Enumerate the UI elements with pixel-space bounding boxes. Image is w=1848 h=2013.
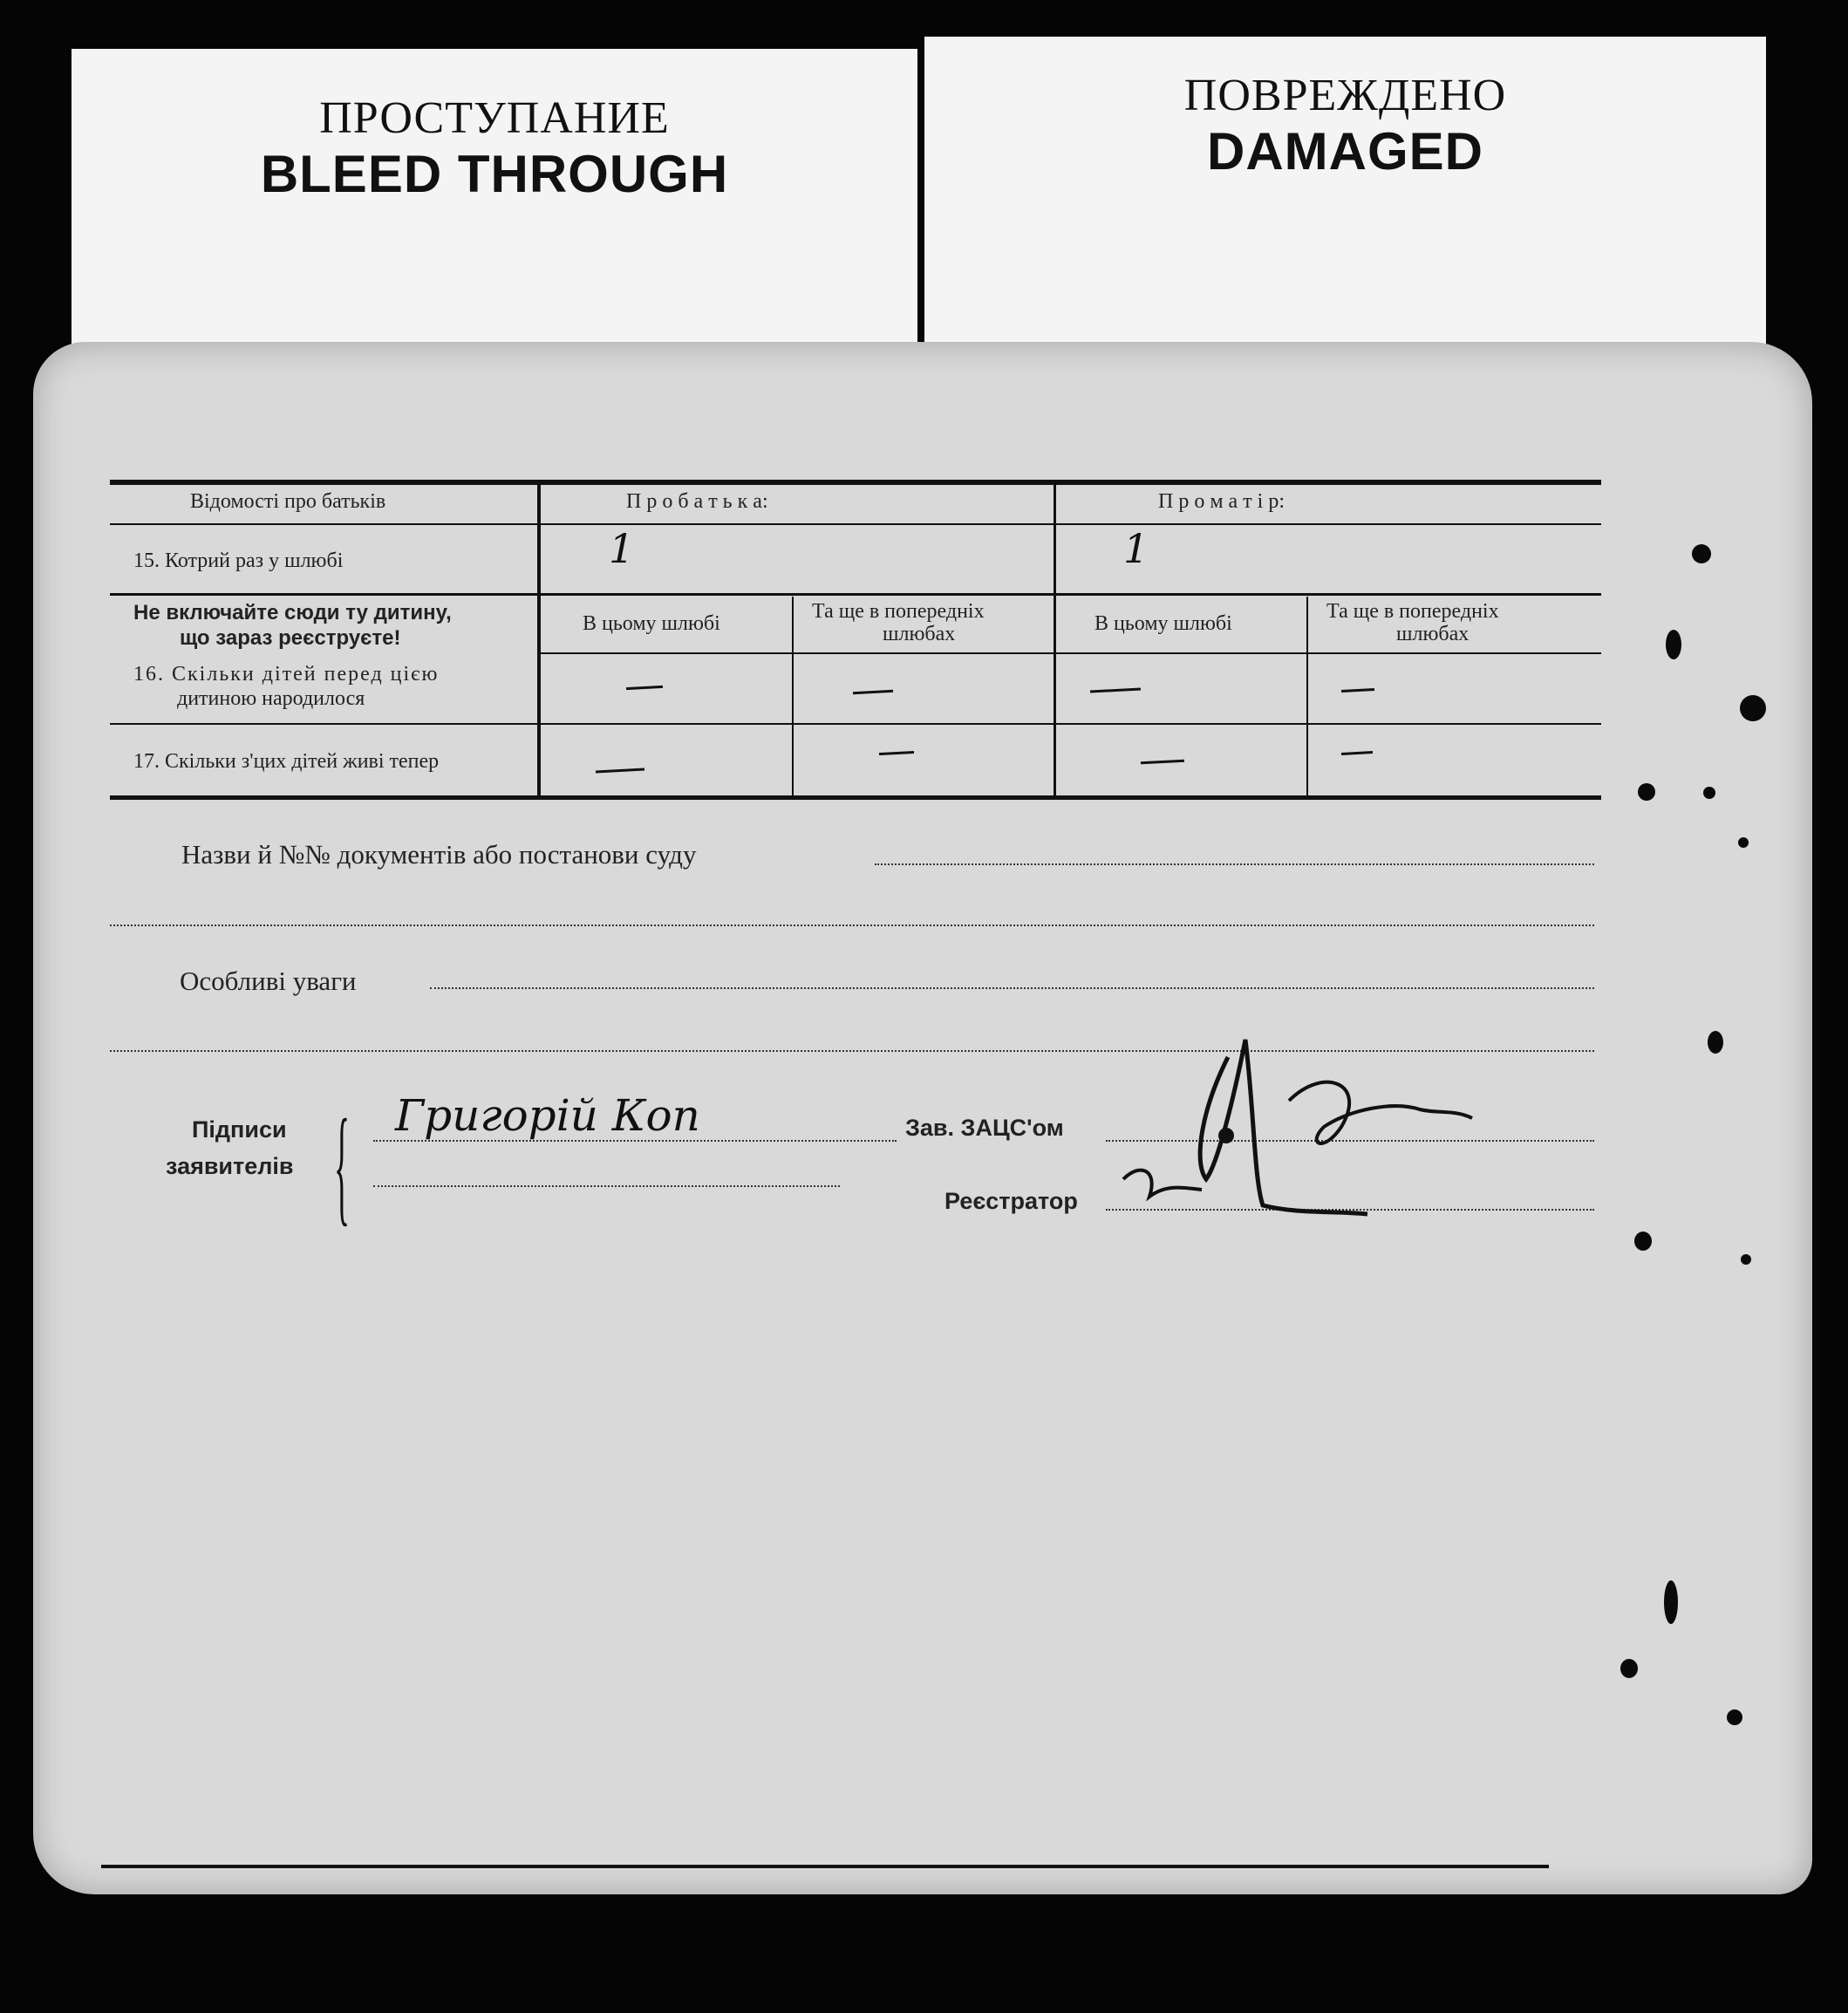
instruction-line2: що зараз реєструєте! [180,626,401,650]
form-sheet [33,342,1812,1894]
subheader-father-this: В цьому шлюбі [583,612,720,635]
documents-line-1 [875,863,1594,865]
col-divider-1 [537,485,541,797]
punch-hole [1664,1580,1678,1624]
subheader-mother-prev-2: шлюбах [1396,623,1470,645]
punch-hole [1727,1709,1742,1725]
col-header-parents-info: Відомості про батьків [190,490,386,513]
row15-father-value: 1 [609,525,635,572]
applicant-line-2 [373,1185,840,1187]
damaged-label-ru: ПОВРЕЖДЕНО [1183,71,1507,120]
bleed-through-card [72,49,917,363]
row15-mother-value: 1 [1123,525,1149,572]
punch-hole [1703,787,1715,799]
punch-hole [1692,544,1711,563]
punch-hole [1740,695,1766,721]
row17-label: 17. Скільки з'цих дітей живі тепер [133,750,440,773]
subheader-father-prev-2: шлюбах [883,623,956,645]
col-header-mother: П р о м а т і р: [1158,490,1285,513]
row16-value-3 [1090,687,1141,693]
registrar-label: Реєстратор [944,1188,1078,1214]
subheader-mother-this: В цьому шлюбі [1094,612,1232,635]
row16-value-1 [626,686,663,690]
subheader-mother-prev-1: Та ще в попередніх [1326,600,1499,623]
applicant-signature: Григорій Коп [395,1090,700,1141]
bottom-rule [101,1865,1549,1868]
punch-hole [1741,1254,1751,1265]
bleed-through-label-en: BLEED THROUGH [260,145,729,203]
col-divider-mother [1306,597,1308,797]
documents-line-2 [110,925,1594,926]
notes-label: Особливі уваги [180,966,357,996]
registrar-signature-scrawl [1106,1005,1559,1258]
applicant-line-1 [373,1140,897,1142]
notes-line-1 [430,987,1594,989]
table-top-rule [110,480,1601,485]
damaged-label-en: DAMAGED [1207,122,1483,181]
col-divider-father [792,597,794,797]
instruction-line1: Не включайте сюди ту дитину, [133,601,452,624]
row17-value-4 [1341,751,1373,755]
punch-hole [1634,1232,1652,1251]
bleed-through-label-ru: ПРОСТУПАНИЕ [319,93,670,143]
punch-hole [1738,837,1749,848]
col-divider-2 [1054,485,1056,797]
applicants-label-line1: Підписи [192,1116,287,1143]
row16-value-2 [853,690,893,694]
documents-label: Назви й №№ документів або постанови суду [181,839,697,870]
punch-hole [1666,630,1681,659]
row17-value-2 [879,751,914,755]
row15-label: 15. Котрий раз у шлюбі [133,549,344,572]
row16-label-line1: 16. Скільки дітей перед цією [133,663,440,686]
applicants-brace: { [334,1093,350,1238]
table-bottom-rule [110,795,1601,800]
damaged-card [924,37,1766,364]
row16-value-4 [1341,688,1374,693]
applicants-label-line2: заявителів [166,1153,294,1179]
header-rule [110,523,1601,525]
row15-rule [110,593,1601,596]
row17-value-1 [596,768,644,774]
subheader-father-prev-1: Та ще в попередніх [812,600,985,623]
col-header-father: П р о б а т ь к а: [626,490,768,513]
punch-hole [1708,1031,1723,1054]
punch-hole [1638,783,1655,801]
punch-hole [1620,1659,1638,1678]
row16-rule [110,723,1601,725]
subheader-rule [537,652,1601,654]
head-label: Зав. ЗАЦС'ом [905,1115,1064,1141]
row17-value-3 [1141,760,1184,765]
row16-label-line2: дитиною народилося [177,687,365,710]
